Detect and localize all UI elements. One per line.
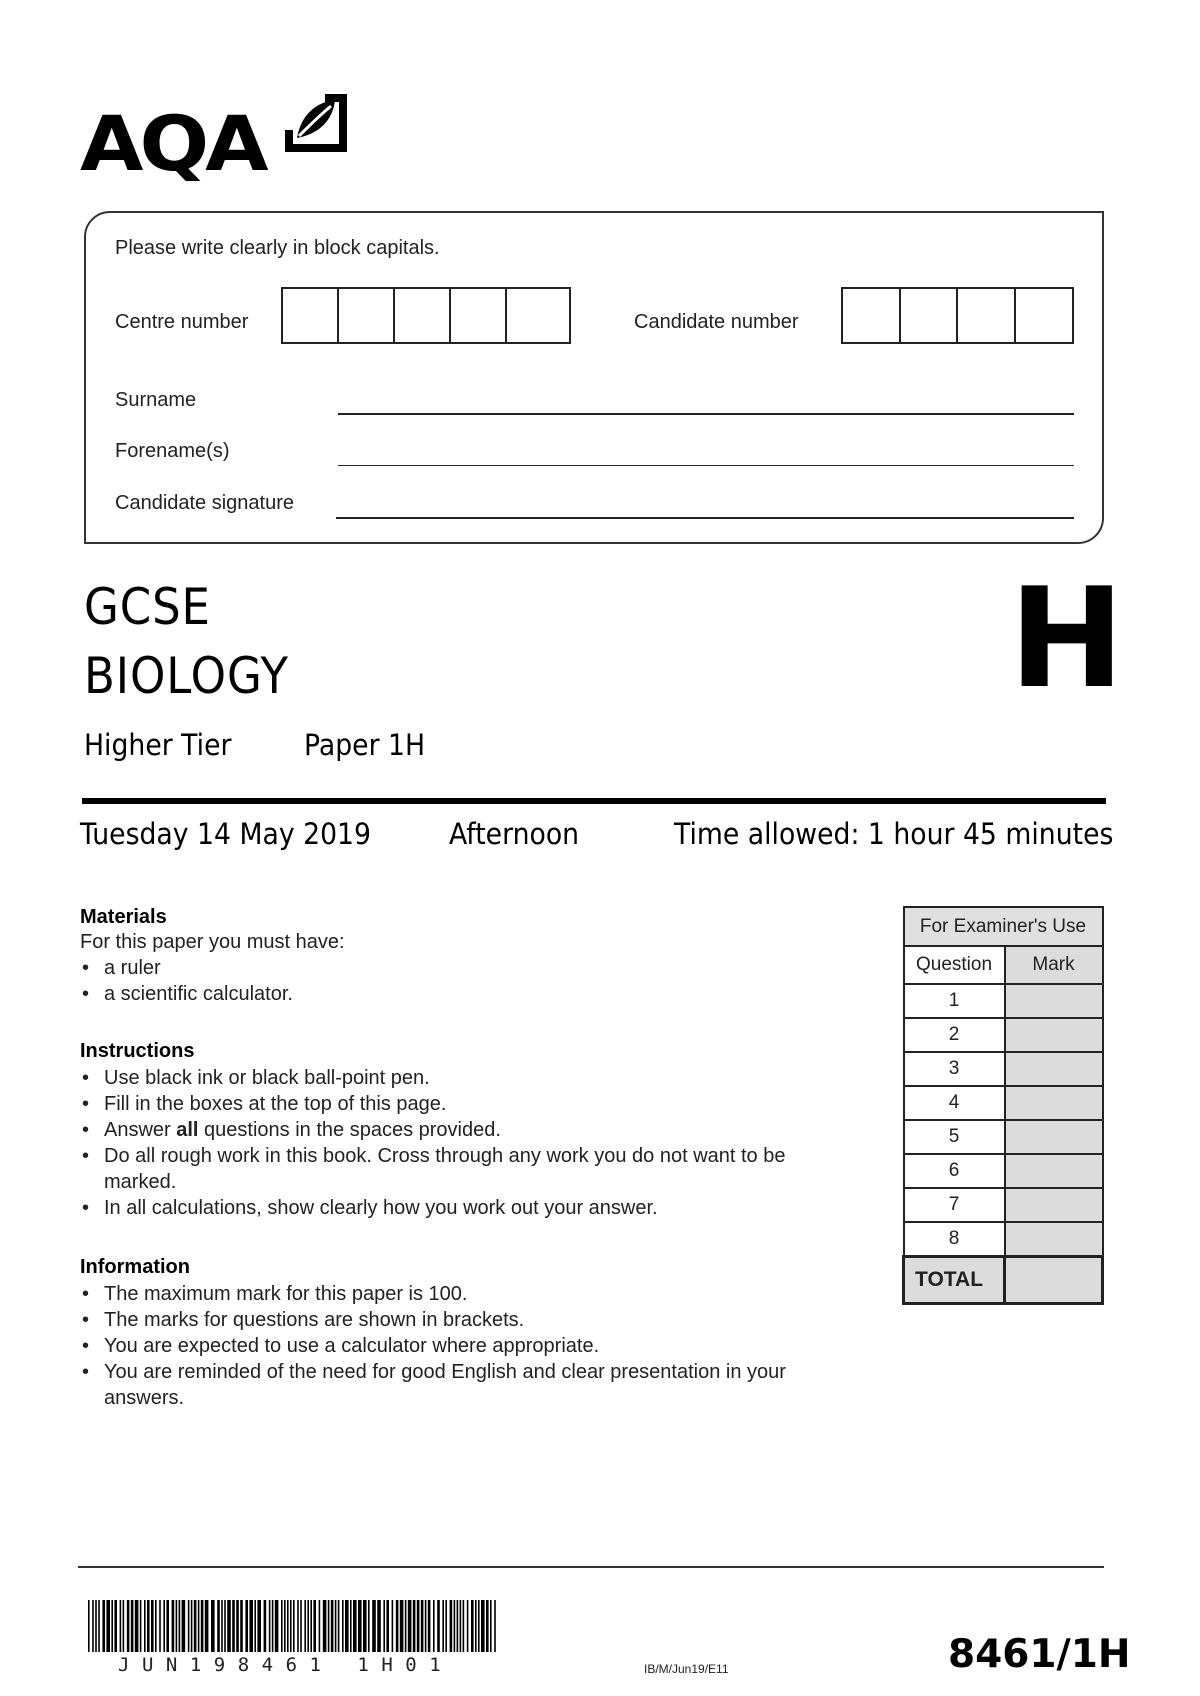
candidate-digit-box[interactable] — [958, 289, 1016, 342]
list-item: • Fill in the boxes at the top of this page. — [80, 1091, 860, 1117]
paper-label: Paper 1H — [304, 728, 426, 762]
mark-cell — [1005, 1018, 1103, 1052]
list-item: • The maximum mark for this paper is 100. — [80, 1281, 860, 1307]
barcode-bar — [408, 1600, 412, 1652]
barcode-bar — [287, 1600, 289, 1652]
aqa-logo — [80, 88, 350, 188]
barcode-number: JUN198461 1H01 — [118, 1654, 454, 1676]
barcode-bar — [172, 1600, 175, 1652]
barcode-bar — [257, 1600, 261, 1652]
candidate-number-boxes[interactable] — [841, 287, 1074, 344]
barcode-bar — [111, 1600, 113, 1652]
instructions-section — [80, 1040, 860, 1221]
list-item: • Use black ink or black ball-point pen. — [80, 1065, 860, 1091]
barcode-bar — [140, 1600, 142, 1652]
barcode-bar — [224, 1600, 226, 1652]
barcode-bar — [106, 1600, 110, 1652]
barcode-bar — [131, 1600, 134, 1652]
signature-label: Candidate signature — [115, 492, 295, 514]
barcode-bar — [269, 1600, 271, 1652]
barcode-bar — [264, 1600, 267, 1652]
barcode-bar — [421, 1600, 424, 1652]
barcode-bar — [425, 1600, 427, 1652]
barcode-bar — [191, 1600, 193, 1652]
candidate-digit-box[interactable] — [901, 289, 959, 342]
barcode-bar — [254, 1600, 256, 1652]
barcode-bar — [307, 1600, 309, 1652]
barcode-bar — [127, 1600, 130, 1652]
mark-cell — [1005, 1120, 1103, 1154]
tier-label: Higher Tier — [84, 728, 232, 762]
barcode-bar — [396, 1600, 399, 1652]
barcode-bar — [284, 1600, 286, 1652]
barcode-bar — [102, 1600, 105, 1652]
barcode-bar — [240, 1600, 243, 1652]
barcode-bar — [114, 1600, 117, 1652]
barcode-bar — [281, 1600, 283, 1652]
mark-cell — [1005, 1188, 1103, 1222]
barcode-bar — [481, 1600, 485, 1652]
materials-heading: Materials — [80, 906, 167, 928]
barcode-bar — [297, 1600, 299, 1652]
barcode-bar — [338, 1600, 340, 1652]
barcode-bar — [201, 1600, 204, 1652]
paper-reference: IB/M/Jun19/E11 — [644, 1662, 729, 1676]
barcode-bar — [417, 1600, 420, 1652]
question-column-header: Question — [904, 946, 1005, 984]
paper-code: 8461/1H — [948, 1632, 1131, 1677]
barcode-bar — [331, 1600, 334, 1652]
barcode-bar — [293, 1600, 295, 1652]
barcode-bar — [450, 1600, 453, 1652]
emphasis-text: all — [176, 1119, 199, 1141]
candidate-number-label: Candidate number — [634, 311, 799, 333]
barcode-bar — [377, 1600, 381, 1652]
barcode-bar — [300, 1600, 302, 1652]
barcode-bar — [386, 1600, 389, 1652]
barcode-bar — [372, 1600, 376, 1652]
question-number: 1 — [904, 984, 1005, 1018]
barcode-bar — [445, 1600, 447, 1652]
barcode-bar — [442, 1600, 444, 1652]
centre-number-label: Centre number — [115, 311, 249, 333]
mark-cell — [1005, 1222, 1103, 1257]
barcode-bar — [400, 1600, 404, 1652]
candidate-digit-box[interactable] — [1016, 289, 1073, 342]
barcode-bar — [319, 1600, 321, 1652]
list-item: • a ruler — [80, 955, 860, 981]
barcode-bar — [433, 1600, 435, 1652]
barcode-bar — [159, 1600, 161, 1652]
mark-cell — [1005, 984, 1103, 1018]
barcode-bar — [245, 1600, 248, 1652]
barcode-bar — [471, 1600, 474, 1652]
barcode-bar — [428, 1600, 431, 1652]
barcode-bar — [123, 1600, 125, 1652]
barcode-bar — [350, 1600, 352, 1652]
barcode-bar — [457, 1600, 459, 1652]
barcode-bar — [217, 1600, 220, 1652]
total-mark-cell — [1005, 1257, 1103, 1304]
barcode-bar — [290, 1600, 292, 1652]
forename-field[interactable] — [338, 465, 1074, 466]
barcode-bar — [221, 1600, 223, 1652]
barcode-bar — [182, 1600, 186, 1652]
barcode-bar — [454, 1600, 456, 1652]
surname-field[interactable] — [338, 413, 1074, 415]
barcode-bar — [345, 1600, 349, 1652]
materials-section — [80, 906, 860, 1007]
examiner-table-title: For Examiner's Use — [904, 907, 1103, 946]
barcode-bar — [490, 1600, 492, 1652]
forename-label: Forename(s) — [115, 440, 230, 462]
list-item: • You are expected to use a calculator where appropriate. — [80, 1333, 860, 1359]
barcode-bar — [275, 1600, 279, 1652]
barcode-bar — [135, 1600, 139, 1652]
mark-column-header: Mark — [1005, 946, 1103, 984]
barcode-bar — [166, 1600, 169, 1652]
barcode-bar — [98, 1600, 100, 1652]
barcode-bar — [405, 1600, 407, 1652]
barcode-bar — [304, 1600, 306, 1652]
barcode-bar — [383, 1600, 385, 1652]
mark-cell — [1005, 1086, 1103, 1120]
list-item: • a scientific calculator. — [80, 981, 860, 1007]
question-number: 3 — [904, 1052, 1005, 1086]
exam-session: Afternoon — [449, 817, 580, 851]
total-label: TOTAL — [904, 1257, 1005, 1304]
exam-date: Tuesday 14 May 2019 — [80, 817, 371, 851]
title-divider — [82, 798, 1106, 804]
logo-text: AQA — [80, 100, 265, 189]
tier-letter: H — [1009, 558, 1125, 719]
barcode-bar — [147, 1600, 150, 1652]
barcode-bar — [249, 1600, 253, 1652]
barcode-bar — [323, 1600, 327, 1652]
barcode-bar — [151, 1600, 154, 1652]
centre-digit-box[interactable] — [395, 289, 451, 342]
centre-digit-box[interactable] — [283, 289, 339, 342]
barcode-bar — [163, 1600, 165, 1652]
barcode-bar — [188, 1600, 190, 1652]
barcode-bar — [353, 1600, 357, 1652]
subject-title: BIOLOGY — [84, 647, 289, 705]
barcode-bar — [494, 1600, 496, 1652]
barcode-bar — [467, 1600, 469, 1652]
list-item: • You are reminded of the need for good English and clear presentation in your answers. — [80, 1359, 804, 1411]
barcode-bar — [463, 1600, 465, 1652]
barcode-bar — [486, 1600, 489, 1652]
centre-digit-box[interactable] — [507, 289, 563, 342]
question-number: 2 — [904, 1018, 1005, 1052]
barcode-bar — [176, 1600, 178, 1652]
centre-number-boxes[interactable] — [281, 287, 571, 344]
barcode — [88, 1600, 498, 1652]
barcode-bar — [460, 1600, 462, 1652]
list-item: • Do all rough work in this book. Cross through any work you do not want to be marked. — [80, 1143, 824, 1195]
barcode-bar — [313, 1600, 316, 1652]
instructions-heading: Instructions — [80, 1040, 195, 1062]
information-list — [80, 1281, 860, 1411]
centre-digit-box[interactable] — [339, 289, 395, 342]
list-item: • In all calculations, show clearly how you work out your answer. — [80, 1195, 860, 1221]
barcode-bar — [335, 1600, 337, 1652]
question-number: 6 — [904, 1154, 1005, 1188]
qualification-title: GCSE — [84, 578, 211, 636]
barcode-bar — [413, 1600, 416, 1652]
barcode-bar — [328, 1600, 330, 1652]
time-allowed: Time allowed: 1 hour 45 minutes — [674, 817, 1114, 851]
barcode-bar — [368, 1600, 370, 1652]
materials-list — [80, 955, 860, 1007]
footer-divider — [78, 1566, 1104, 1568]
list-item — [80, 1117, 860, 1143]
barcode-bar — [437, 1600, 440, 1652]
barcode-bar — [155, 1600, 157, 1652]
list-text: Answer — [104, 1119, 177, 1141]
question-number: 8 — [904, 1222, 1005, 1257]
barcode-bar — [363, 1600, 367, 1652]
information-heading: Information — [80, 1256, 190, 1278]
list-text: questions in the spaces provided. — [198, 1119, 501, 1141]
barcode-bar — [92, 1600, 94, 1652]
examiner-use-table — [902, 906, 1104, 1305]
question-number: 5 — [904, 1120, 1005, 1154]
barcode-bar — [342, 1600, 344, 1652]
barcode-bar — [475, 1600, 477, 1652]
mark-cell — [1005, 1154, 1103, 1188]
materials-intro: For this paper you must have: — [80, 931, 345, 953]
block-capitals-instruction: Please write clearly in block capitals. — [115, 237, 440, 259]
barcode-bar — [205, 1600, 209, 1652]
question-number: 4 — [904, 1086, 1005, 1120]
barcode-bar — [310, 1600, 312, 1652]
barcode-bar — [95, 1600, 97, 1652]
list-item: • The marks for questions are shown in brackets. — [80, 1307, 860, 1333]
barcode-bar — [478, 1600, 480, 1652]
surname-label: Surname — [115, 389, 197, 411]
barcode-bar — [236, 1600, 239, 1652]
barcode-bar — [358, 1600, 362, 1652]
centre-digit-box[interactable] — [451, 289, 507, 342]
barcode-bar — [179, 1600, 181, 1652]
barcode-bar — [211, 1600, 215, 1652]
leaf-icon — [283, 92, 349, 154]
mark-cell — [1005, 1052, 1103, 1086]
question-number: 7 — [904, 1188, 1005, 1222]
barcode-bar — [144, 1600, 146, 1652]
barcode-bar — [232, 1600, 235, 1652]
barcode-bar — [227, 1600, 231, 1652]
candidate-digit-box[interactable] — [843, 289, 901, 342]
instructions-list — [80, 1065, 860, 1221]
barcode-bar — [88, 1600, 90, 1652]
information-section — [80, 1256, 860, 1411]
barcode-bar — [272, 1600, 274, 1652]
signature-field[interactable] — [336, 517, 1074, 519]
barcode-bar — [392, 1600, 394, 1652]
barcode-bar — [120, 1600, 122, 1652]
barcode-bar — [194, 1600, 197, 1652]
barcode-bar — [198, 1600, 200, 1652]
